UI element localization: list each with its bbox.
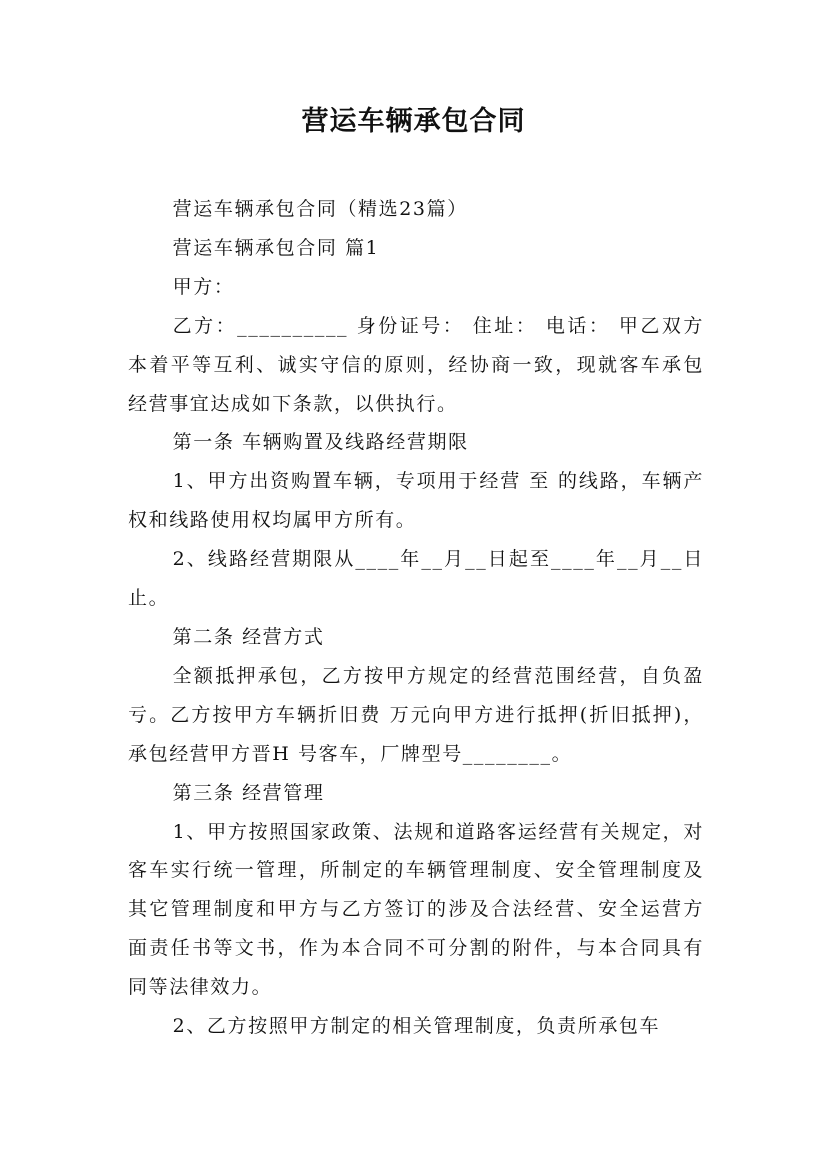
paragraph-article-2-body: 全额抵押承包，乙方按甲方规定的经营范围经营，自负盈亏。乙方按甲方车辆折旧费 万元向甲方进行抵押(折旧抵押)，承包经营甲方晋H 号客车，厂牌型号________。 [128, 664, 704, 765]
paragraph-article-3-clause-2: 2、乙方按照甲方制定的相关管理制度，负责所承包车 [172, 1015, 661, 1038]
paragraph-section-heading: 营运车辆承包合同 篇1 [172, 236, 380, 259]
paragraph-article-1-clause-1: 1、甲方出资购置车辆，专项用于经营 至 的线路，车辆产权和线路使用权均属甲方所有。 [128, 470, 704, 532]
paragraph-article-3-clause-1: 1、甲方按照国家政策、法规和道路客运经营有关规定，对客车实行统一管理，所制定的车辆管理制度、安全管理制度及其它管理制度和甲方与乙方签订的涉及合法经营、安全运营方面责任书等文书，作为本合同不可分割的附件，与本合同具有同等法律效力。 [128, 820, 704, 999]
paragraph-article-1-clause-2: 2、线路经营期限从____年__月__日起至____年__月__日止。 [128, 548, 704, 610]
paragraph-article-3-heading: 第三条 经营管理 [172, 781, 325, 804]
paragraph-party-a: 甲方： [172, 275, 235, 298]
paragraph-subtitle: 营运车辆承包合同（精选23篇） [172, 198, 468, 220]
paragraph-party-b: 乙方：__________ 身份证号： 住址： 电话： 甲乙双方本着平等互利、诚实守信的原则，经协商一致，现就客车承包经营事宜达成如下条款，以供执行。 [128, 314, 704, 415]
paragraph-article-2-heading: 第二条 经营方式 [172, 625, 325, 648]
document-body [128, 190, 704, 1046]
document-title: 营运车辆承包合同 [301, 106, 526, 137]
paragraph-article-1-heading: 第一条 车辆购置及线路经营期限 [172, 431, 469, 454]
